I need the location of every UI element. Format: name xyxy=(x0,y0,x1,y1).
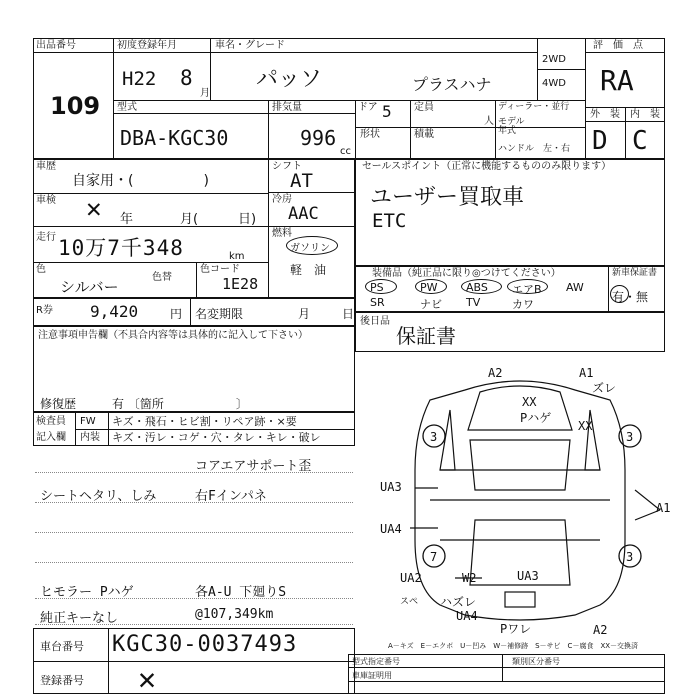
diagram-mark: W2 xyxy=(462,571,477,585)
diagram-mark: A2 xyxy=(593,623,608,637)
sales-line2: ETC xyxy=(372,210,407,232)
inspection-month-unit: 月( xyxy=(180,212,199,227)
doors-value: 5 xyxy=(382,102,392,121)
fuel-gasoline: ガソリン xyxy=(290,243,330,254)
eval-label: 評 価 点 xyxy=(593,40,643,51)
repair-label: 修復歴 xyxy=(40,397,77,411)
equipment-item: SR xyxy=(370,296,385,309)
interior-score: C xyxy=(632,126,648,156)
inspector-note-left: ヒモラー Pハゲ xyxy=(40,585,134,600)
diagram-mark: スペ xyxy=(400,597,419,607)
color-value: シルバー xyxy=(60,278,119,296)
inspector-note-left: 純正キーなし xyxy=(40,611,119,626)
diagram-mark: ハズレ xyxy=(440,595,477,609)
drive-2wd: 2WD xyxy=(542,54,566,65)
equipment-label: 装備品（純正品に限り◎つけてください） xyxy=(372,268,561,279)
inspector-note-left: シートヘタリ、しみ xyxy=(40,489,157,504)
inspector-note-right: 各A-U 下廻りS xyxy=(195,585,287,600)
diagram-mark: ズレ xyxy=(592,381,617,395)
equipment-item: PS xyxy=(370,281,384,294)
diagram-mark: 7 xyxy=(430,550,438,564)
int-label: 内装 xyxy=(80,432,100,443)
color-code-label: 色コード xyxy=(200,264,240,275)
inspection-day-unit: 日) xyxy=(238,212,257,227)
shift-value: AT xyxy=(290,170,313,192)
deadline-month-unit: 月 xyxy=(298,307,311,321)
int-items: キズ・汚レ・コゲ・穴・タレ・キレ・破レ xyxy=(112,431,321,444)
capacity-unit: 人 xyxy=(484,116,494,127)
diagram-mark: 3 xyxy=(626,550,634,564)
drive-4wd: 4WD xyxy=(542,78,566,89)
diagram-mark: UA3 xyxy=(517,569,539,583)
model-label: 車名・グレード xyxy=(215,40,285,51)
recycle-label: R券 xyxy=(36,305,53,316)
diagram-mark: UA4 xyxy=(456,609,478,623)
handle-label: ハンドル 左・右 xyxy=(498,144,571,154)
diagram-legend: A－キズ E－エクボ U－凹み W－補修跡 S－サビ C－腐食 XX－交換済 xyxy=(388,642,639,650)
inspector-note-right: @107,349km xyxy=(195,607,274,622)
diagram-mark: UA2 xyxy=(400,571,422,585)
type-label: 型式 xyxy=(117,102,137,113)
dealer-label: ディーラー・並行 xyxy=(498,102,570,112)
first-reg-year: H22 xyxy=(122,68,157,90)
repair-value: 有 〔箇所 〕 xyxy=(112,397,248,411)
displacement-unit: cc xyxy=(340,146,351,157)
color-code-value: 1E28 xyxy=(222,275,259,293)
mileage-label: 走行 xyxy=(36,232,56,243)
shape-label: 形状 xyxy=(360,129,380,140)
displacement-value: 996 xyxy=(300,126,337,150)
recycle-value: 9,420 xyxy=(90,302,139,321)
later-docs-value: 保証書 xyxy=(396,324,456,348)
deadline-day-unit: 日 xyxy=(342,307,355,321)
reg-value: ✕ xyxy=(138,662,157,697)
equipment-item: PW xyxy=(420,281,438,294)
eval-score: RA xyxy=(600,64,634,97)
diagram-mark: 3 xyxy=(430,430,438,444)
equipment-item: ABS xyxy=(466,281,488,294)
inspection-label: 車検 xyxy=(36,195,56,206)
inspection-value: ✕ xyxy=(86,194,102,224)
code-label-1: 型式指定番号 xyxy=(352,657,400,666)
history-value: 自家用・( ) xyxy=(72,173,209,189)
first-reg-month: 8 xyxy=(180,66,193,90)
grade: プラスハナ xyxy=(412,75,492,94)
warranty-label: 新車保証書 xyxy=(612,268,658,278)
diagram-mark: XX xyxy=(578,419,593,433)
inspector-note-right: 右Fインパネ xyxy=(195,489,267,504)
notes-label: 注意事項申告欄（不具合内容等は具体的に記入して下さい） xyxy=(38,330,308,341)
fw-items: キズ・飛石・ヒビ割・リペア跡・×要 xyxy=(112,415,297,428)
load-label: 積載 xyxy=(414,129,434,140)
inspector-label-2: 記入欄 xyxy=(36,432,66,443)
first-reg-label: 初度登録年月 xyxy=(117,40,177,51)
first-reg-month-unit: 月 xyxy=(200,88,210,99)
code-label-2: 類別区分番号 xyxy=(512,657,560,666)
diagram-mark: A1 xyxy=(579,366,594,380)
displacement-label: 排気量 xyxy=(272,102,302,113)
color-label: 色 xyxy=(36,264,46,275)
ac-value: AAC xyxy=(288,204,319,224)
diagram-mark: 3 xyxy=(626,430,634,444)
inspection-year-unit: 年 xyxy=(120,212,134,227)
model-year-label: モデル 年式 xyxy=(498,117,525,136)
history-label: 車歴 xyxy=(36,161,56,172)
fw-label: FW xyxy=(80,416,96,427)
fuel-diesel: 軽 油 xyxy=(290,263,327,277)
diagram-mark: A1 xyxy=(656,501,671,515)
shift-label: シフト xyxy=(272,161,302,172)
equipment-item: ナビ xyxy=(420,298,442,311)
equipment-item: TV xyxy=(466,296,481,309)
lot-label: 出品番号 xyxy=(36,40,76,51)
sales-label: セールスポイント（正常に機能するもののみ限ります） xyxy=(362,161,612,172)
type-value: DBA-KGC30 xyxy=(120,126,229,150)
chassis-value: KGC30-0037493 xyxy=(112,632,298,657)
reg-label: 登録番号 xyxy=(40,674,84,687)
recycle-unit: 円 xyxy=(170,307,183,321)
mileage-unit: km xyxy=(229,251,245,262)
diagram-mark: UA3 xyxy=(380,480,402,494)
inspector-label-1: 検査員 xyxy=(36,416,66,427)
code-label-3: 車庫証明用 xyxy=(352,671,392,680)
diagram-mark: UA4 xyxy=(380,522,402,536)
warranty-value: 有・無 xyxy=(612,290,649,304)
equipment-item: カワ xyxy=(512,298,534,311)
diagram-mark: A2 xyxy=(488,366,503,380)
doors-label: ドア xyxy=(358,102,378,113)
deadline-label: 名変期限 xyxy=(195,307,244,321)
sales-line1: ユーザー買取車 xyxy=(370,185,525,210)
chassis-label: 車台番号 xyxy=(40,640,84,653)
diagram-mark: Pワレ xyxy=(500,622,532,636)
inspector-note-right: コアエアサポート歪 xyxy=(195,459,312,474)
ac-label: 冷房 xyxy=(272,194,292,205)
diagram-mark: XX xyxy=(522,395,537,409)
color-change-label: 色替 xyxy=(152,272,172,283)
capacity-label: 定員 xyxy=(414,102,434,113)
mileage-value: 10万7千348 xyxy=(58,236,184,260)
equipment-item: エアB xyxy=(512,283,542,296)
later-docs-label: 後日品 xyxy=(360,316,390,327)
interior-label: 内 装 xyxy=(630,109,660,120)
exterior-label: 外 装 xyxy=(590,109,620,120)
lot-number: 109 xyxy=(50,92,101,120)
equipment-item: AW xyxy=(566,281,584,294)
model-name: パッソ xyxy=(256,67,323,92)
diagram-mark: Pハゲ xyxy=(520,411,552,425)
exterior-score: D xyxy=(592,126,608,156)
fuel-label: 燃料 xyxy=(272,228,292,239)
